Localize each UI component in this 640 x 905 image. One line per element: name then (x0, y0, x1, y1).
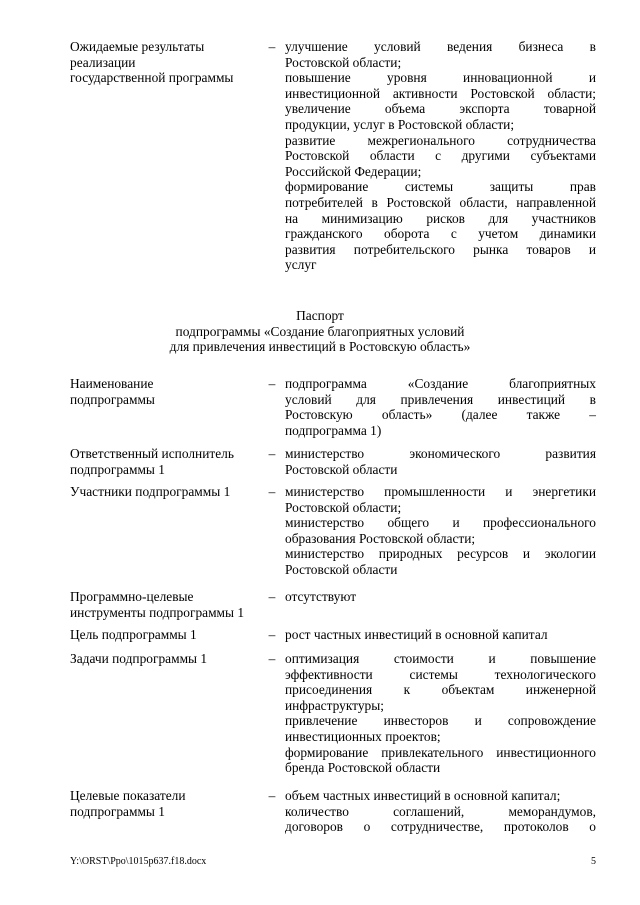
value-line: объем частных инвестиций в основной капитал; (285, 788, 561, 803)
value-line: присоединения к объектам инженерной (285, 682, 596, 698)
dash: – (268, 788, 276, 803)
value-line: количество соглашений, меморандумов, (285, 803, 596, 819)
row-value (285, 446, 596, 477)
value-line: оптимизация стоимости и повышение (285, 651, 596, 666)
dash: – (268, 651, 276, 666)
title-line: подпрограммы «Создание благоприятных условий (175, 323, 465, 339)
value-line: Российской Федерации; (285, 163, 422, 179)
value-line: подпрограмма «Создание благоприятных (285, 376, 596, 391)
passport-title (0, 308, 640, 355)
footer-file-path: Y:\ORST\Ppo\1015p637.f18.docx (70, 856, 207, 867)
label-line: Цель подпрограммы 1 (70, 627, 197, 642)
label-line: Задачи подпрограммы 1 (70, 651, 208, 666)
dash: – (268, 484, 276, 499)
value-line: договоров о сотрудничестве, протоколов о (285, 819, 596, 835)
value-line: продукции, услуг в Ростовской области; (285, 116, 515, 132)
value-line: подпрограмма 1) (285, 422, 382, 438)
value-line: образования Ростовской области; (285, 530, 476, 546)
value-line: развития потребительского рынка товаров и (285, 241, 596, 257)
value-line: министерство экономического развития (285, 446, 596, 461)
value-line: рост частных инвестиций в основной капитал (285, 627, 548, 642)
value-line: Ростовской области; (285, 499, 402, 515)
dash: – (268, 627, 276, 642)
expected-results-label (70, 39, 260, 86)
value-line: инвестиционной активности Ростовской области; (285, 85, 596, 101)
value-line: услуг (285, 257, 317, 273)
title-line: для привлечения инвестиций в Ростовскую область» (169, 339, 471, 355)
dash: – (268, 376, 276, 391)
label-line: Ответственный исполнитель (70, 446, 234, 461)
label-line: Наименование (70, 376, 154, 391)
value-line: отсутствуют (285, 589, 357, 604)
label-line: государственной программы (70, 70, 234, 86)
value-line: условий для привлечения инвестиций в (285, 391, 596, 407)
row-label (70, 446, 260, 477)
label-line: инструменты подпрограммы 1 (70, 604, 245, 620)
value-line: министерство промышленности и энергетики (285, 484, 596, 499)
value-line: увеличение объема экспорта товарной (285, 101, 596, 117)
value-line: Ростовскую область» (далее также – (285, 407, 596, 423)
value-line: эффективности системы технологического (285, 666, 596, 682)
label-line: подпрограммы (70, 391, 155, 407)
label-line: реализации (70, 54, 136, 70)
row-label (70, 376, 260, 407)
row-value (285, 484, 596, 578)
row-label (70, 627, 260, 643)
value-line: гражданского оборота с учетом динамики (285, 226, 596, 242)
value-line: инвестиционных проектов; (285, 728, 441, 744)
value-line: Ростовской области (285, 561, 398, 577)
value-line: развитие межрегионального сотрудничества (285, 132, 596, 148)
value-line: министерство общего и профессионального (285, 515, 596, 531)
value-line: потребителей в Ростовской области, направленной (285, 194, 596, 210)
dash: – (268, 446, 276, 461)
value-line: улучшение условий ведения бизнеса в (285, 39, 596, 54)
dash: – (268, 39, 276, 54)
value-line: инфраструктуры; (285, 697, 384, 713)
label-line: подпрограммы 1 (70, 461, 165, 477)
label-line: Программно-целевые (70, 589, 194, 604)
row-value (285, 651, 596, 776)
row-label (70, 651, 260, 667)
label-line: Ожидаемые результаты (70, 39, 205, 54)
label-line: подпрограммы 1 (70, 803, 165, 819)
value-line: бренда Ростовской области (285, 760, 441, 776)
row-value (285, 376, 596, 438)
value-line: повышение уровня инновационной и (285, 70, 596, 86)
value-line: Ростовской области (285, 461, 398, 477)
label-line: Участники подпрограммы 1 (70, 484, 231, 499)
value-line: министерство природных ресурсов и экологии (285, 546, 596, 562)
value-line: формирование системы защиты прав (285, 179, 596, 195)
value-line: привлечение инвесторов и сопровождение (285, 713, 596, 729)
label-line: Целевые показатели (70, 788, 186, 803)
expected-results-value (285, 39, 596, 273)
value-line: формирование привлекательного инвестиционного (285, 744, 596, 760)
row-label (70, 788, 260, 819)
row-value (285, 627, 596, 643)
value-line: Ростовской области с другими субъектами (285, 148, 596, 164)
value-line: на минимизацию рисков для участников (285, 210, 596, 226)
row-value (285, 788, 596, 835)
title-line: Паспорт (296, 308, 344, 323)
dash: – (268, 589, 276, 604)
page-number: 5 (591, 856, 596, 867)
row-label (70, 484, 260, 500)
row-value (285, 589, 596, 605)
row-label (70, 589, 260, 620)
value-line: Ростовской области; (285, 54, 402, 70)
